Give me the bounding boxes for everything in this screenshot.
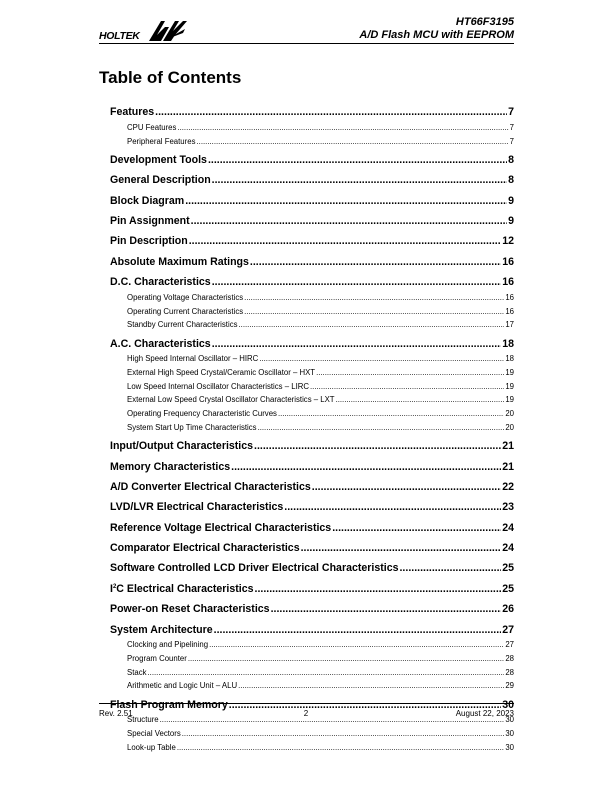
toc-section: [110, 618, 514, 690]
dot-leader: [160, 715, 505, 724]
toc-entry[interactable]: [110, 101, 514, 118]
dot-leader: [332, 522, 501, 534]
toc-subentry-label[interactable]: Low Speed Internal Oscillator Characteristics – LIRC: [127, 381, 310, 391]
dot-leader: [182, 729, 505, 738]
footer-page-number: 2: [303, 709, 309, 718]
toc-section: [110, 210, 514, 227]
toc-subentry-label[interactable]: Look-up Table: [127, 742, 176, 752]
toc-subentry[interactable]: [110, 677, 514, 691]
dot-leader: [399, 562, 501, 574]
toc-entry[interactable]: [110, 169, 514, 186]
dot-leader: [301, 542, 502, 554]
toc-subentry-page[interactable]: 30: [505, 742, 514, 752]
toc-section: [110, 455, 514, 472]
toc-subentry-page[interactable]: 16: [505, 292, 514, 302]
toc-entry-page[interactable]: 24: [502, 542, 514, 554]
toc-entry-label[interactable]: System Architecture: [110, 623, 213, 636]
dot-leader: [191, 215, 507, 227]
dot-leader: [336, 395, 505, 404]
dot-leader: [196, 137, 508, 146]
toc-subentry-page[interactable]: 28: [505, 667, 514, 677]
dot-leader: [177, 123, 508, 132]
toc-subentry-page[interactable]: 27: [505, 640, 514, 650]
footer-revision: Rev. 2.51: [99, 709, 133, 718]
toc-entry-label[interactable]: A.C. Characteristics: [110, 337, 211, 350]
toc-entry-page[interactable]: 25: [502, 582, 514, 595]
dot-leader: [271, 603, 502, 615]
toc-subentry-page[interactable]: 19: [505, 368, 514, 377]
toc-entry-label[interactable]: Flash Program Memory: [110, 698, 228, 711]
dot-leader: [310, 382, 504, 391]
dot-leader: [312, 481, 501, 493]
product-name: HT66F3195: [455, 16, 514, 28]
toc-subentry-page[interactable]: 20: [505, 409, 514, 419]
toc-subentry[interactable]: [110, 636, 514, 650]
toc-subentry-label[interactable]: External Low Speed Crystal Oscillator Characteristics – LXT: [127, 395, 335, 405]
toc-section: [110, 332, 514, 431]
toc-entry-label[interactable]: General Description: [110, 174, 211, 187]
toc-subentry[interactable]: [110, 118, 514, 132]
dot-leader: [212, 276, 502, 288]
dot-leader: [259, 354, 504, 363]
toc-entry-page[interactable]: 18: [502, 337, 514, 350]
toc-entry[interactable]: [110, 210, 514, 227]
toc-subentry-label[interactable]: Special Vectors: [127, 729, 181, 738]
toc-entry-label[interactable]: Block Diagram: [110, 194, 185, 207]
toc-entry-label[interactable]: Features: [110, 106, 155, 119]
toc-section: [110, 598, 514, 615]
toc-entry-page[interactable]: 21: [502, 460, 514, 473]
holtek-logo: [99, 15, 189, 45]
toc-subentry[interactable]: [110, 391, 514, 405]
toc-entry[interactable]: [110, 435, 514, 452]
toc-entry-label[interactable]: Development Tools: [110, 153, 207, 166]
toc-section: [110, 190, 514, 207]
toc-entry-page[interactable]: 21: [502, 440, 514, 453]
header-title-block: [359, 16, 514, 42]
toc-subentry-label[interactable]: Clocking and Pipelining: [127, 640, 209, 650]
toc-subentry-page[interactable]: 19: [505, 381, 514, 391]
dot-leader: [231, 461, 501, 473]
toc-entry-label[interactable]: Pin Description: [110, 235, 188, 248]
dot-leader: [212, 174, 507, 186]
toc-entry[interactable]: [110, 598, 514, 615]
dot-leader: [185, 195, 507, 207]
dot-leader: [188, 654, 505, 663]
toc-subentry[interactable]: [110, 316, 514, 330]
toc-subentry-page[interactable]: 7: [509, 122, 514, 132]
toc-entry-label-part: C Electrical Characteristics: [116, 582, 254, 595]
toc-subentry-page[interactable]: 19: [505, 395, 514, 405]
toc-subentry-label[interactable]: System Start Up Time Characteristics: [127, 422, 257, 432]
dot-leader: [284, 501, 501, 513]
toc-subentry[interactable]: [110, 288, 514, 302]
toc-entry[interactable]: [110, 578, 514, 595]
toc-entry-page[interactable]: 24: [502, 521, 514, 534]
toc-entry-page[interactable]: 8: [508, 174, 514, 187]
dot-leader: [238, 681, 504, 690]
toc-entry-label[interactable]: Reference Voltage Electrical Characteristics: [110, 521, 332, 534]
dot-leader: [244, 307, 504, 316]
toc-subentry[interactable]: [110, 302, 514, 316]
toc-subentry[interactable]: [110, 663, 514, 677]
toc-section: [110, 169, 514, 186]
toc-section: [110, 149, 514, 166]
dot-leader: [155, 106, 507, 118]
dot-leader: [239, 320, 505, 329]
dot-leader: [208, 154, 507, 166]
toc-subentry[interactable]: [110, 649, 514, 663]
toc-entry[interactable]: [110, 476, 514, 493]
page-title: Table of Contents: [99, 68, 242, 87]
toc-entry-page[interactable]: 7: [508, 106, 514, 119]
toc-entry[interactable]: [110, 190, 514, 207]
toc-section: [110, 557, 514, 574]
toc-section: [110, 578, 514, 595]
dot-leader: [258, 423, 505, 432]
toc-subentry-label[interactable]: Stack: [127, 667, 147, 677]
toc-subentry-page[interactable]: 28: [505, 653, 514, 663]
toc-subentry-label[interactable]: Program Counter: [127, 653, 187, 663]
toc-section: [110, 496, 514, 513]
dot-leader: [255, 583, 502, 595]
toc-entry[interactable]: [110, 557, 514, 574]
toc-entry[interactable]: [110, 516, 514, 533]
svg-text:HOLTEK: HOLTEK: [99, 30, 140, 42]
toc-entry-label[interactable]: Pin Assignment: [110, 215, 190, 228]
toc-entry-label[interactable]: [110, 583, 254, 595]
toc-subentry-page[interactable]: 29: [505, 681, 514, 691]
toc-entry-label[interactable]: Absolute Maximum Ratings: [110, 255, 249, 268]
toc-subentry[interactable]: [110, 738, 514, 752]
toc-entry-label[interactable]: LVD/LVR Electrical Characteristics: [110, 501, 284, 514]
dot-leader: [148, 668, 505, 677]
toc-subentry[interactable]: [110, 377, 514, 391]
toc-subentry[interactable]: [110, 132, 514, 146]
dot-leader: [189, 235, 502, 247]
toc-entry-label[interactable]: D.C. Characteristics: [110, 276, 211, 289]
toc-entry[interactable]: [110, 271, 514, 288]
toc-subentry-page[interactable]: 7: [509, 136, 514, 146]
toc-section: [110, 516, 514, 533]
toc-subentry-page[interactable]: 18: [505, 354, 514, 364]
toc-entry-label[interactable]: Comparator Electrical Characteristics: [110, 542, 300, 554]
toc-entry-page[interactable]: 16: [502, 255, 514, 268]
toc-section: [110, 476, 514, 493]
toc-subentry[interactable]: [110, 350, 514, 364]
table-of-contents: [110, 101, 514, 755]
toc-entry-label[interactable]: A/D Converter Electrical Characteristics: [110, 480, 311, 493]
toc-entry-page[interactable]: 25: [502, 562, 514, 575]
toc-entry[interactable]: [110, 496, 514, 513]
toc-subentry-page[interactable]: 30: [505, 715, 514, 725]
dot-leader: [244, 293, 504, 302]
page-header: [99, 14, 514, 44]
dot-leader: [250, 256, 501, 268]
toc-subentry-page[interactable]: 20: [505, 422, 514, 432]
toc-subentry-label[interactable]: Arithmetic and Logic Unit – ALU: [127, 681, 238, 691]
toc-entry-page[interactable]: 30: [502, 698, 514, 711]
toc-entry-label[interactable]: Power-on Reset Characteristics: [110, 603, 270, 616]
toc-section: [110, 101, 514, 146]
toc-entry[interactable]: [110, 618, 514, 635]
toc-entry[interactable]: [110, 149, 514, 166]
toc-subentry-label[interactable]: Structure: [127, 715, 159, 725]
toc-section: [110, 230, 514, 247]
dot-leader: [214, 624, 502, 636]
dot-leader: [209, 640, 504, 649]
dot-leader: [278, 409, 504, 418]
toc-entry[interactable]: [110, 455, 514, 472]
toc-section: [110, 251, 514, 268]
toc-entry[interactable]: [110, 537, 514, 554]
product-subtitle: A/D Flash MCU with EEPROM: [359, 29, 514, 41]
toc-entry-page[interactable]: 9: [508, 194, 514, 207]
toc-entry-label[interactable]: Input/Output Characteristics: [110, 440, 254, 453]
toc-subentry-page[interactable]: 30: [505, 729, 514, 738]
toc-subentry-label[interactable]: Operating Frequency Characteristic Curves: [127, 409, 277, 419]
toc-entry-page[interactable]: 22: [502, 480, 514, 493]
dot-leader: [177, 743, 504, 752]
header-divider: [99, 43, 514, 44]
toc-section: [110, 271, 514, 329]
toc-subentry-page[interactable]: 17: [505, 320, 514, 330]
dot-leader: [316, 368, 504, 377]
toc-entry-page[interactable]: 27: [502, 623, 514, 636]
toc-entry-page[interactable]: 26: [502, 603, 514, 616]
toc-entry-page[interactable]: 9: [508, 215, 514, 228]
footer-date: August 22, 2023: [455, 709, 514, 718]
toc-entry[interactable]: [110, 332, 514, 349]
toc-entry-page[interactable]: 23: [502, 501, 514, 514]
dot-leader: [254, 440, 501, 452]
toc-section: [110, 537, 514, 554]
footer-divider: [99, 703, 514, 704]
toc-subentry-label[interactable]: High Speed Internal Oscillator – HIRC: [127, 354, 259, 364]
toc-subentry-label[interactable]: Operating Current Characteristics: [127, 306, 244, 316]
toc-subentry-label[interactable]: External High Speed Crystal/Ceramic Oscillator – HXT: [127, 368, 316, 377]
toc-entry-label-part: I: [110, 582, 113, 595]
toc-subentry-page[interactable]: 16: [505, 306, 514, 316]
toc-section: [110, 435, 514, 452]
toc-entry-page[interactable]: 8: [508, 153, 514, 166]
toc-entry-page[interactable]: 16: [502, 276, 514, 289]
toc-subentry[interactable]: [110, 404, 514, 418]
toc-entry-page[interactable]: 12: [502, 235, 514, 248]
toc-subentry[interactable]: [110, 418, 514, 432]
superscript: 2: [112, 583, 117, 590]
toc-subentry[interactable]: [110, 711, 514, 725]
toc-subentry-label[interactable]: Peripheral Features: [127, 136, 196, 146]
toc-entry[interactable]: [110, 251, 514, 268]
dot-leader: [212, 338, 502, 350]
toc-subentry-label[interactable]: CPU Features: [127, 122, 177, 132]
toc-entry-label[interactable]: Memory Characteristics: [110, 460, 231, 473]
toc-entry[interactable]: [110, 230, 514, 247]
toc-entry-label[interactable]: Software Controlled LCD Driver Electrical Characteristics: [110, 562, 399, 575]
toc-subentry-label[interactable]: Operating Voltage Characteristics: [127, 292, 244, 302]
toc-subentry[interactable]: [110, 363, 514, 377]
toc-subentry-label[interactable]: Standby Current Characteristics: [127, 320, 238, 330]
toc-subentry[interactable]: [110, 724, 514, 738]
